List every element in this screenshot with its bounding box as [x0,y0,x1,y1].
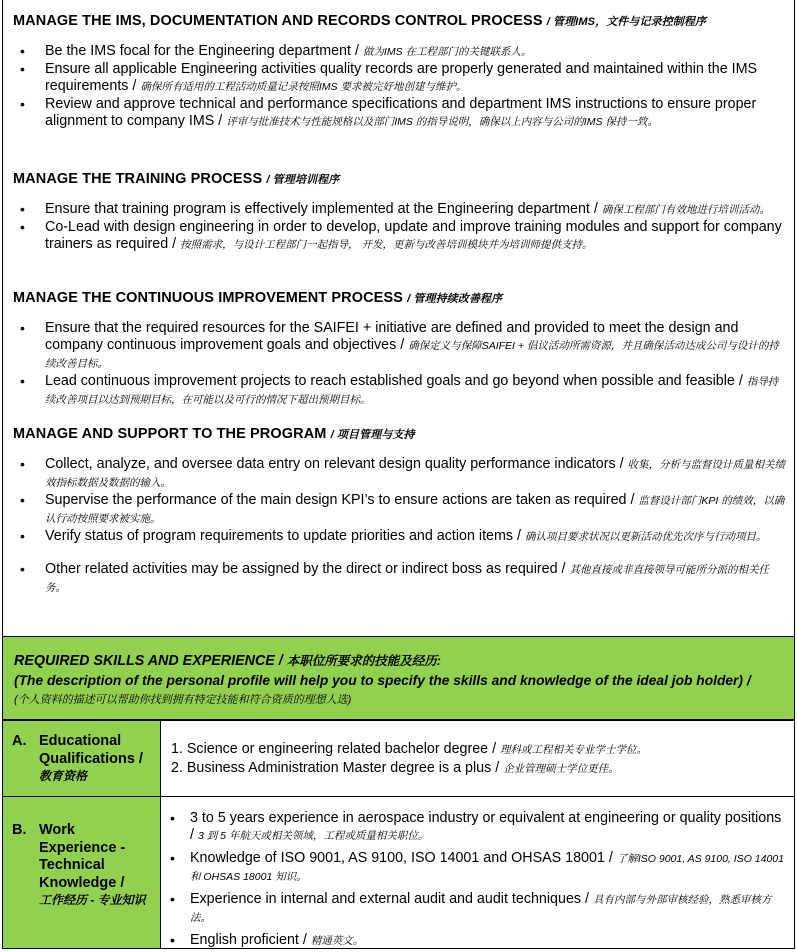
list-item: • Review and approve technical and performance specifications and department IMS instructions to ensure proper alignment to company IMS / 评审与批准技术与性能规格以及部门IMS 的指导说明，确保以上内容与公司的IMS 保持一致。 [13,96,786,131]
bullet-list [13,320,786,409]
section-title: MANAGE THE CONTINUOUS IMPROVEMENT PROCESS / 管理持续改善程序 [13,290,503,306]
work-label-cell [2,796,161,949]
required-skills-description: (The description of the personal profile will help you to specify the skills and knowledge of the ideal job holder) / [14,673,751,688]
bullet-list [13,201,786,254]
education-label-cell [2,720,161,797]
list-item: • Collect, analyze, and oversee data entry on relevant design quality performance indicators / 收集，分析与监督设计质量相关绩效指标数据及数据的输入。 [13,456,786,492]
duties-section [2,0,795,636]
list-item: • Ensure that the required resources for the SAIFEI + initiative are defined and provided to meet the design and company continuous improvement goals and objectives / 确保定义与保障SAIFEI + 倡议活动所需资源，并且确保活动达成公司与设计的持续改善目标。 [13,320,786,373]
section-training [13,171,786,254]
work-list [169,810,788,950]
list-item: • Co-Lead with design engineering in order to develop, update and improve training modules and support for company trainers as required / 按照需求，与设计工程部门一起指导， 开发，更新与改善培训模块并为培训师提供支持。 [13,219,786,254]
education-label: Educational Qualifications / 教育资格 [39,733,143,783]
required-skills-description-zh: (个人资料的描述可以帮助你找到拥有特定技能和符合资质的理想人选) [14,694,352,706]
section-title: MANAGE AND SUPPORT TO THE PROGRAM / 项目管理与支持 [13,426,415,442]
section-ims [13,13,786,131]
section-continuous-improvement [13,290,786,409]
required-skills-header [2,636,795,720]
section-title: MANAGE THE TRAINING PROCESS / 管理培训程序 [13,171,340,187]
section-title: MANAGE THE IMS, DOCUMENTATION AND RECORDS CONTROL PROCESS / 管理IMS，文件与记录控制程序 [13,13,707,29]
bullet-list [13,456,786,597]
list-item: • 3 to 5 years experience in aerospace industry or equivalent at engineering or quality positions / 3 到 5 年航天或相关领域，工程或质量相关职位。 [169,810,788,845]
list-item: 2. Business Administration Master degree is a plus / 企业管理硕士学位更佳。 [171,760,619,776]
list-item: • Experience in internal and external audit and audit techniques / 具有内部与外部审核经验，熟悉审核方法。 [169,891,788,927]
row-letter: A. [12,733,27,749]
list-item: • English proficient / 精通英文。 [169,932,788,950]
list-item: • Supervise the performance of the main design KPI’s to ensure actions are taken as required / 监督设计部门KPI 的绩效，以确认行动按照要求被实施。 [13,492,786,528]
work-content-cell [161,796,795,949]
bullet-list [13,43,786,131]
list-item: • Other related activities may be assigned by the direct or indirect boss as required / 其他直接或非直接领导可能所分派的相关任务。 [13,561,786,597]
list-item: • Ensure all applicable Engineering activities quality records are properly generated and maintained within the IMS requirements / 确保所有适用的工程活动质量记录按照IMS 要求被完好地创建与维护。 [13,61,786,96]
list-item: • Lead continuous improvement projects to reach established goals and go beyond when possible and feasible / 指导持续改善项目以达到预期目标，在可能以及可行的情况下超出预期目标。 [13,373,786,409]
section-program-support [13,426,786,597]
work-row [2,796,795,949]
list-item: • Be the IMS focal for the Engineering department / 做为IMS 在工程部门的关键联系人。 [13,43,786,61]
education-content-cell [161,720,795,797]
work-label: Work Experience - Technical Knowledge / 工作经历 - 专业知识 [39,822,146,907]
required-skills-heading: REQUIRED SKILLS AND EXPERIENCE / 本职位所要求的技能及经历: [14,653,441,669]
list-item: 1. Science or engineering related bachelor degree / 理科或工程相关专业学士学位。 [171,741,648,757]
education-row [2,720,795,797]
list-item: • Knowledge of ISO 9001, AS 9100, ISO 14001 and OHSAS 18001 / 了解ISO 9001, AS 9100, ISO 14001 和 OHSAS 18001 知识。 [169,850,788,886]
list-item: • Ensure that training program is effectively implemented at the Engineering department / 确保工程部门有效地进行培训活动。 [13,201,786,219]
education-list [171,740,647,778]
row-letter: B. [12,822,27,838]
list-item: • Verify status of program requirements to update priorities and action items / 确认项目要求状况以更新活动优先次序与行动项目。 [13,528,786,546]
